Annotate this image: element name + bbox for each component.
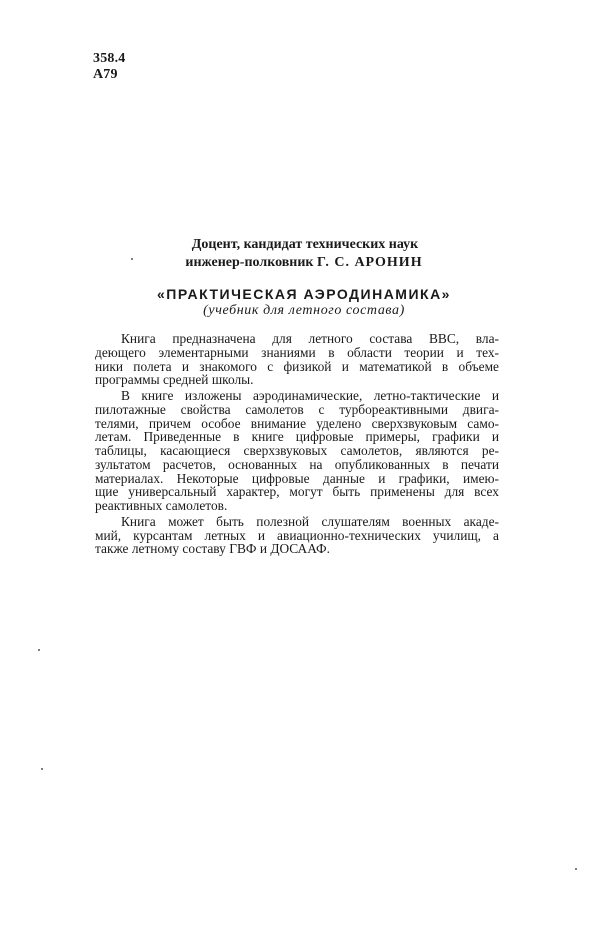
author-credentials: Доцент, кандидат технических наук [191, 237, 419, 252]
text-line: телями, причем особое внимание уделено сверхзвуковым само- [95, 415, 499, 431]
text-line: таблицы, касающиеся сверхзвуковых самолетов, являются ре- [95, 443, 499, 458]
text-line: деющего элементарными знаниями в области теории и тех- [95, 344, 499, 360]
text-line: ники полета и знакомого с физикой и математикой в объеме [95, 358, 499, 374]
text-line: зультатом расчетов, основанных на опубликованных в печати [95, 456, 499, 472]
text-line: также летному составу ГВФ и ДОСААФ. [95, 541, 330, 557]
scan-speck [575, 868, 577, 870]
annotation-text [95, 332, 499, 556]
text-line: пилотажные свойства самолетов с турбореактивными двига- [95, 401, 499, 417]
scan-speck [41, 768, 43, 770]
author-rank: инженер-полковник [185, 255, 314, 270]
text-line: летам. Приведенные в книге цифровые примеры, графики и [95, 429, 499, 445]
author-rank-line [0, 254, 600, 272]
classification-code: 358.4 [93, 51, 126, 66]
text-line: В книге изложены аэродинамические, летно-тактические и [121, 388, 499, 403]
text-line: Книга предназначена для летного состава ВВС, вла- [121, 331, 499, 346]
text-line: щие универсальный характер, могут быть применены для всех [95, 484, 499, 500]
text-line: Книга может быть полезной слушателям военных акаде- [121, 513, 499, 529]
author-name: Г. С. АРОНИН [317, 255, 423, 270]
scan-speck [131, 258, 133, 260]
scan-speck [38, 649, 40, 651]
author-block [0, 236, 600, 272]
book-subtitle: (учебник для летного состава) [203, 303, 405, 318]
book-title: «ПРАКТИЧЕСКАЯ АЭРОДИНАМИКА» [157, 286, 451, 302]
text-line: реактивных самолетов. [95, 498, 228, 513]
library-classification [93, 51, 126, 83]
text-line: материалах. Некоторые цифровые данные и графики, имею- [95, 470, 499, 486]
classification-letter-code: А79 [93, 67, 118, 82]
text-line: программы средней школы. [95, 372, 254, 388]
text-line: мий, курсантам летных и авиационно-технических училищ, а [95, 527, 499, 543]
